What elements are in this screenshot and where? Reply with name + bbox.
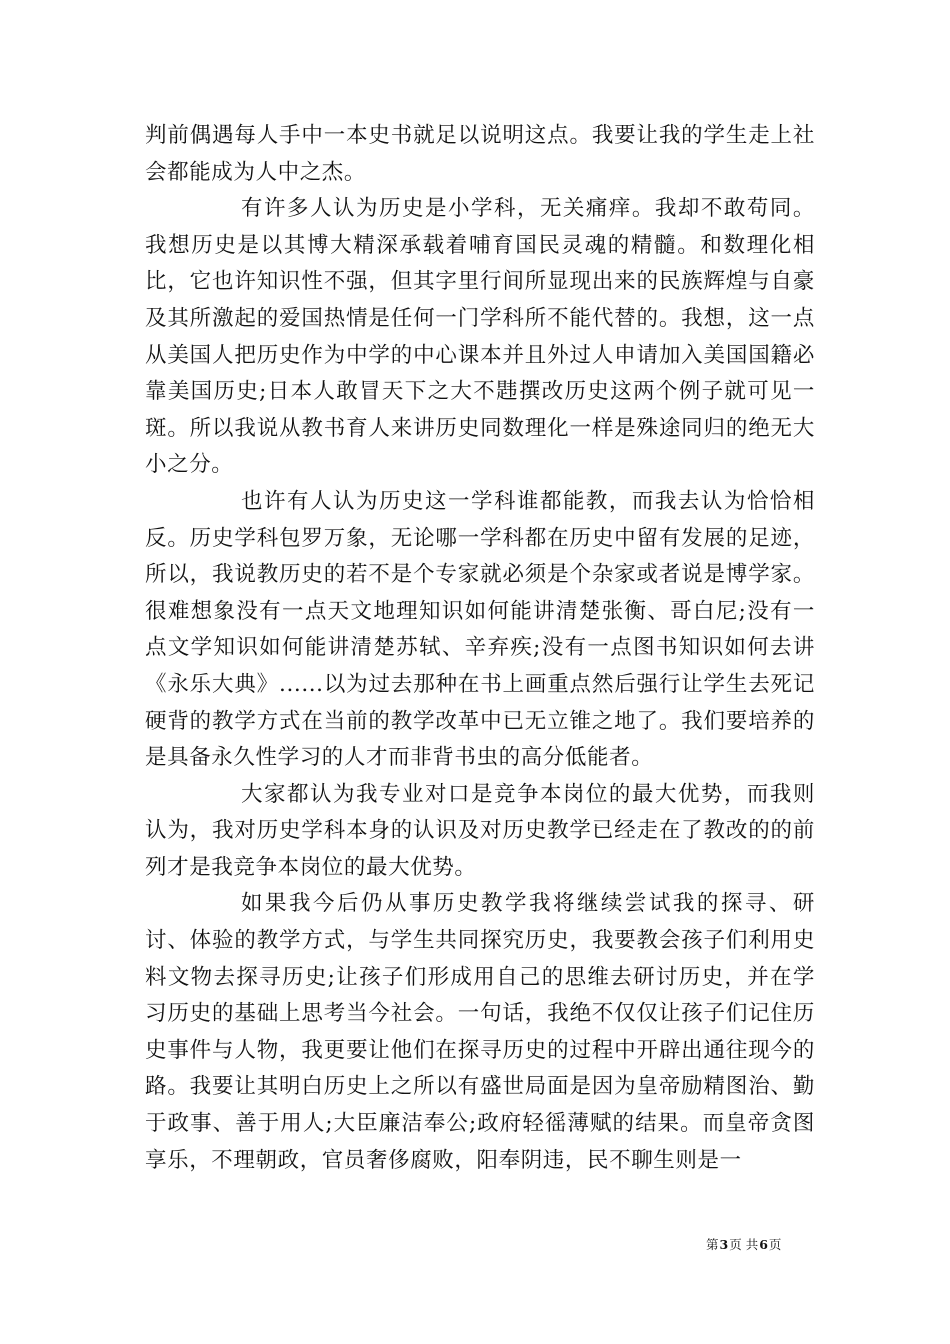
footer-prefix: 第 bbox=[706, 1237, 719, 1252]
footer-suffix: 页 bbox=[768, 1237, 782, 1252]
footer-middle: 页 共 bbox=[729, 1237, 759, 1252]
total-pages-number: 6 bbox=[759, 1237, 768, 1252]
paragraph-3: 也许有人认为历史这一学科谁都能教，而我去认为恰恰相反。历史学科包罗万象，无论哪一学科都在历史中留有发展的足迹，所以，我说教历史的若不是个专家就必须是个杂家或者说是博学家。很难想象没有一点天文地理知识如何能讲清楚张衡、哥白尼;没有一点文学知识如何能讲清楚苏轼、辛弃疾;没有一点图书知识如何去讲《永乐大典》......以为过去那种在书上画重点然后强行让学生去死记硬背的教学方式在当前的教学改革中已无立锥之地了。我们要培养的是具备永久性学习的人才而非背书虫的高分低能者。 bbox=[145, 488, 815, 771]
paragraph-5: 如果我今后仍从事历史教学我将继续尝试我的探寻、研讨、体验的教学方式，与学生共同探究历史，我要教会孩子们利用史料文物去探寻历史;让孩子们形成用自己的思维去研讨历史，并在学习历史的基础上思考当今社会。一句话，我绝不仅仅让孩子们记住历史事件与人物，我更要让他们在探寻历史的过程中开辟出通往现今的路。我要让其明白历史上之所以有盛世局面是因为皇帝励精图治、勤于政事、善于用人;大臣廉洁奉公;政府轻徭薄赋的结果。而皇帝贪图享乐，不理朝政，官员奢侈腐败，阳奉阴违，民不聊生则是一 bbox=[145, 891, 815, 1173]
document-body bbox=[145, 118, 815, 1179]
paragraph-2: 有许多人认为历史是小学科，无关痛痒。我却不敢苟同。我想历史是以其博大精深承载着哺育国民灵魂的精髓。和数理化相比，它也许知识性不强，但其字里行间所显现出来的民族辉煌与自豪及其所激起的爱国热情是任何一门学科所不能代替的。我想，这一点从美国人把历史作为中学的中心课本并且外过人申请加入美国国籍必靠美国历史;日本人敢冒天下之大不韪撰改历史这两个例子就可见一斑。所以我说从教书育人来讲历史同数理化一样是殊途同归的绝无大小之分。 bbox=[145, 196, 815, 478]
paragraph-4: 大家都认为我专业对口是竞争本岗位的最大优势，而我则认为，我对历史学科本身的认识及对历史教学已经走在了教改的的前列才是我竞争本岗位的最大优势。 bbox=[145, 781, 815, 880]
current-page-number: 3 bbox=[719, 1237, 729, 1252]
paragraph-1: 判前偶遇每人手中一本史书就足以说明这点。我要让我的学生走上社会都能成为人中之杰。 bbox=[145, 123, 815, 185]
page-number-footer bbox=[706, 1237, 781, 1253]
